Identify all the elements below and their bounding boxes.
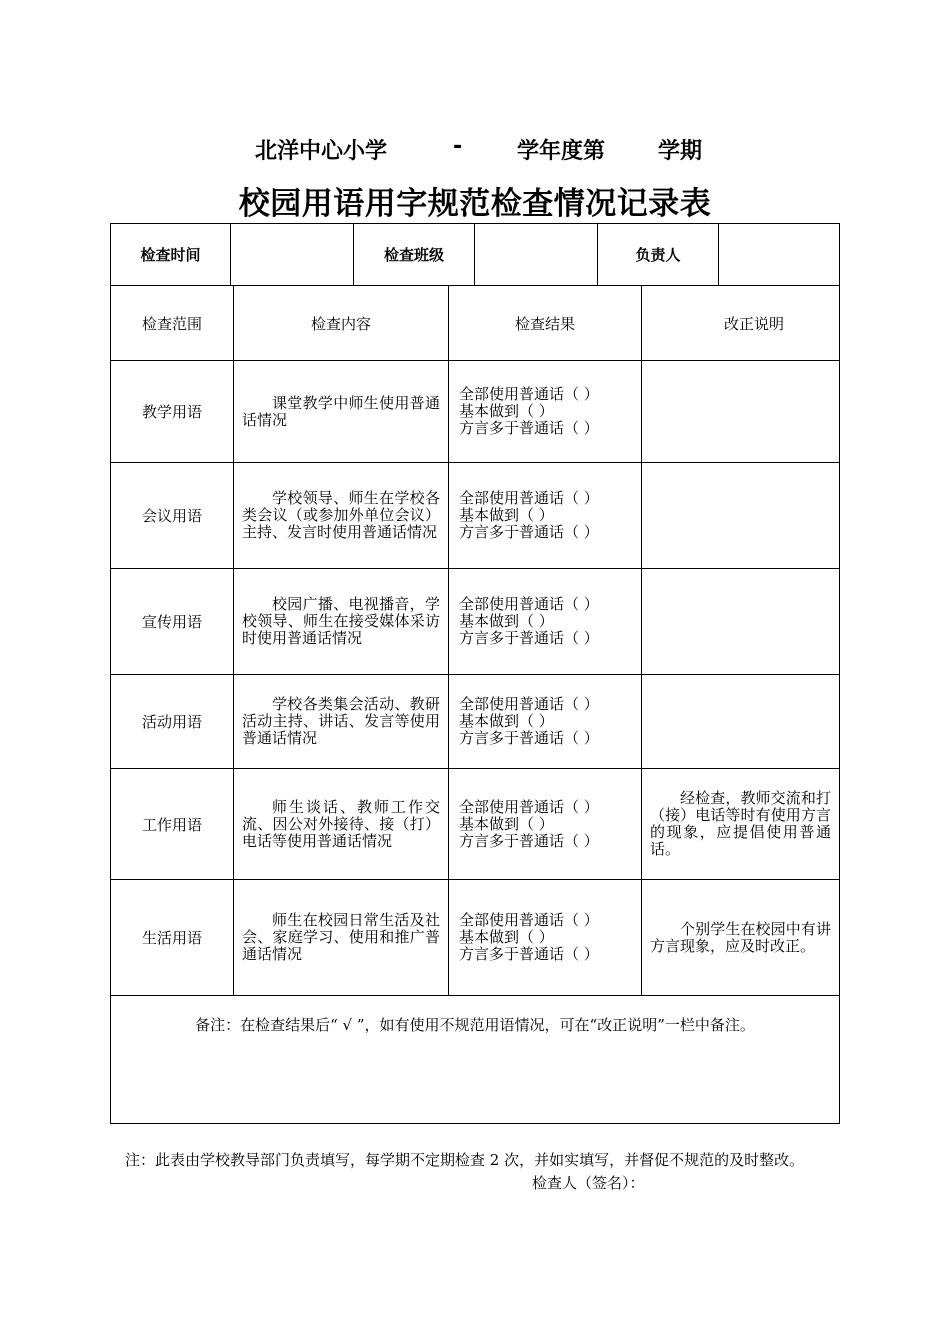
result-options (459, 386, 599, 437)
result-option[interactable]: 全部使用普通话（ ） (459, 595, 599, 613)
result-option[interactable]: 方言多于普通话（ ） (459, 629, 599, 647)
term-label: 学期 (658, 139, 703, 164)
column-header-correction: 改正说明 (724, 314, 785, 333)
signature-label: 检查人（签名）： (532, 1174, 645, 1192)
row-result[interactable] (449, 769, 641, 879)
result-option[interactable]: 方言多于普通话（ ） (459, 945, 599, 963)
row-content: 学校各类集会活动、教研活动主持、讲话、发言等使用普通话情况 (242, 695, 440, 747)
row-result[interactable] (449, 675, 641, 768)
row-scope: 教学用语 (141, 403, 202, 421)
row-content: 校园广播、电视播音，学校领导、师生在接受媒体采访时使用普通话情况 (242, 595, 440, 647)
check-time-label: 检查时间 (140, 246, 201, 264)
result-option[interactable]: 方言多于普通话（ ） (459, 523, 599, 541)
result-option[interactable]: 全部使用普通话（ ） (459, 489, 599, 507)
row-correction[interactable] (642, 463, 839, 568)
row-content: 课堂教学中师生使用普通话情况 (242, 393, 440, 429)
result-option[interactable]: 方言多于普通话（ ） (459, 419, 599, 437)
row-correction[interactable] (642, 361, 839, 462)
result-option[interactable]: 全部使用普通话（ ） (459, 385, 599, 403)
result-option[interactable]: 基本做到（ ） (459, 928, 554, 946)
row-scope: 工作用语 (141, 815, 202, 834)
result-option[interactable]: 方言多于普通话（ ） (459, 831, 599, 850)
row-content: 学校领导、师生在学校各类会议（或参加外单位会议）主持、发言时使用普通话情况 (242, 489, 440, 541)
remark-text: 备注：在检查结果后“ √ ”，如有使用不规范用语情况，可在“改正说明”一栏中备注。 (195, 1016, 755, 1034)
check-time-value[interactable] (231, 224, 353, 285)
check-class-value[interactable] (475, 224, 597, 285)
row-content: 师生在校园日常生活及社会、家庭学习、使用和推广普通话情况 (242, 911, 440, 963)
form-title: 校园用语用字规范检查情况记录表 (238, 186, 712, 222)
row-scope: 会议用语 (141, 507, 202, 525)
result-options (459, 696, 599, 747)
result-option[interactable]: 基本做到（ ） (459, 612, 554, 630)
row-content: 师生谈话、教师工作交流、因公对外接待、接（打）电话等使用普通话情况 (242, 797, 440, 850)
school-name: 北洋中心小学 (255, 139, 388, 164)
column-header-result: 检查结果 (514, 314, 575, 333)
person-in-charge-label: 负责人 (635, 246, 681, 264)
result-option[interactable]: 方言多于普通话（ ） (459, 729, 599, 747)
year-label: 学年度第 (517, 139, 606, 164)
result-option[interactable]: 全部使用普通话（ ） (459, 797, 599, 816)
result-option[interactable]: 全部使用普通话（ ） (459, 695, 599, 713)
row-correction[interactable] (642, 675, 839, 768)
result-option[interactable]: 基本做到（ ） (459, 814, 554, 833)
row-result[interactable] (449, 880, 641, 995)
row-correction[interactable]: 经检查，教师交流和打（接）电话等时有使用方言的现象，应提倡使用普通话。 (650, 789, 831, 858)
table-rule (110, 995, 840, 996)
result-options (459, 912, 599, 963)
check-class-label: 检查班级 (383, 246, 444, 264)
row-scope: 宣传用语 (141, 613, 202, 631)
row-result[interactable] (449, 361, 641, 462)
column-header-content: 检查内容 (310, 314, 371, 333)
person-in-charge-value[interactable] (719, 224, 839, 285)
row-result[interactable] (449, 569, 641, 674)
result-options (459, 596, 599, 647)
year-dash: - (453, 134, 463, 159)
result-option[interactable]: 基本做到（ ） (459, 712, 554, 730)
row-correction[interactable]: 个别学生在校园中有讲方言现象，应及时改正。 (650, 919, 831, 955)
result-option[interactable]: 基本做到（ ） (459, 506, 554, 524)
row-correction[interactable] (642, 569, 839, 674)
result-option[interactable]: 全部使用普通话（ ） (459, 911, 599, 929)
row-scope: 活动用语 (141, 713, 202, 731)
row-result[interactable] (449, 463, 641, 568)
row-scope: 生活用语 (141, 929, 202, 947)
result-options (459, 490, 599, 541)
result-option[interactable]: 基本做到（ ） (459, 402, 554, 420)
column-header-scope: 检查范围 (141, 314, 202, 333)
footer-note: 注：此表由学校教导部门负责填写，每学期不定期检查 2 次，并如实填写，并督促不规范的及时整改。 (125, 1151, 805, 1169)
form-subtitle (0, 134, 950, 164)
result-options (459, 799, 599, 850)
